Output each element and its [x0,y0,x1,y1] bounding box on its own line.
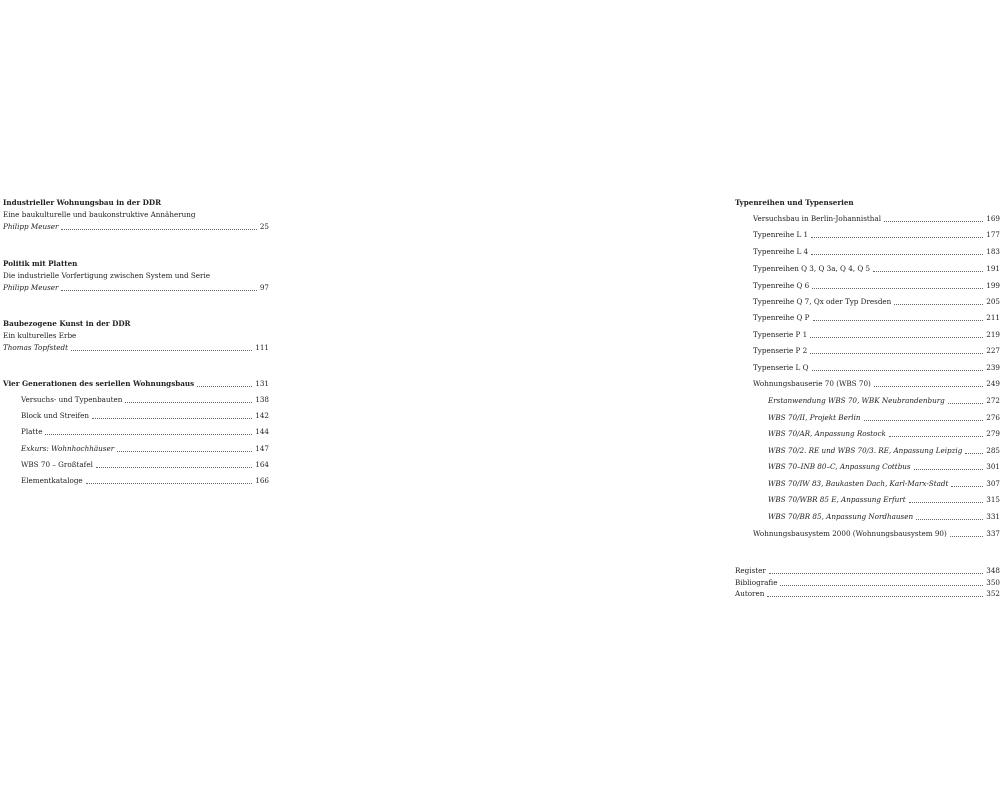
toc-entry-title: Autoren [735,589,765,598]
toc-entry-title: WBS 70/2. RE und WBS 70/3. RE, Anpassung Leipzig [768,446,963,455]
dot-leader [914,468,984,470]
toc-page-number: 164 [255,460,269,469]
toc-entry-title: Typenreihe Q P [753,313,810,322]
toc-page-number: 276 [986,413,1000,422]
toc-entry-title: Die industrielle Vorfertigung zwischen System und Serie [3,271,211,280]
toc-entry [735,587,1000,601]
dot-leader [96,466,252,468]
toc-entry [3,220,269,234]
toc-page-number: 211 [986,313,1000,322]
toc-entry-title: Typenreihe Q 6 [753,281,810,290]
toc-entry [21,425,269,439]
toc-page-number: 138 [255,395,269,404]
dot-leader [909,501,984,503]
dot-leader [780,584,983,586]
dot-leader [117,450,252,452]
dot-leader [812,369,984,371]
toc-entry [753,311,1000,325]
toc-page-number: 239 [986,363,1000,372]
dot-leader [889,435,983,437]
dot-leader [950,535,983,537]
toc-entry [735,196,1000,210]
toc-entry [768,510,1000,524]
toc-page-number: 166 [255,476,269,485]
dot-leader [811,236,983,238]
toc-entry [753,344,1000,358]
toc-page-number: 331 [986,512,1000,521]
toc-entry [768,493,1000,507]
dot-leader [894,303,983,305]
dot-leader [811,253,983,255]
toc-page-number: 191 [986,264,1000,273]
toc-entry-title: Elementkataloge [21,476,83,485]
toc-page-number: 25 [259,222,269,231]
dot-leader [965,452,983,454]
dot-leader [873,270,983,272]
toc-entry-title: Thomas Topfstedt [3,343,68,352]
toc-entry-title: Wohnungsbauserie 70 (WBS 70) [753,379,871,388]
toc-entry-title: WBS 70/II, Projekt Berlin [768,413,861,422]
dot-leader [810,336,983,338]
dot-leader [813,319,984,321]
toc-entry-title: WBS 70–INB 80–C, Anpassung Cottbus [768,462,911,471]
toc-page-number: 177 [986,230,1000,239]
toc-entry-title: Wohnungsbausystem 2000 (Wohnungsbausystem 90) [753,529,947,538]
toc-page-number: 219 [986,330,1000,339]
toc-entry [753,279,1000,293]
toc-entry [768,460,1000,474]
toc-page-number: 337 [986,529,1000,538]
toc-entry-title: Philipp Meuser [3,283,59,292]
toc-page-number: 147 [255,444,269,453]
dot-leader [951,485,983,487]
toc-entry [21,474,269,488]
toc-entry-title: Typenserie P 1 [753,330,808,339]
toc-page-number: 183 [986,247,1000,256]
toc-entry-title: Block und Streifen [21,411,90,420]
toc-page-number: 131 [255,379,269,388]
toc-entry [768,411,1000,425]
toc-entry [768,394,1000,408]
dot-leader [769,572,983,574]
toc-entry-title: Typenreihe L 1 [753,230,809,239]
toc-entry [753,228,1000,242]
dot-leader [812,287,983,289]
dot-leader [61,228,256,230]
toc-entry-title: Platte [21,427,43,436]
dot-leader [71,349,252,351]
toc-entry [753,361,1000,375]
toc-page-number: 144 [255,427,269,436]
toc-entry-title: Typenreihe L 4 [753,247,809,256]
toc-entry-title: Industrieller Wohnungsbau in der DDR [3,198,162,207]
toc-entry [753,328,1000,342]
toc-entry [21,458,269,472]
dot-leader [948,402,984,404]
toc-entry-title: WBS 70/AR, Anpassung Rostock [768,429,886,438]
toc-entry-title: Versuchsbau in Berlin-Johannisthal [753,214,881,223]
toc-page-number: 249 [986,379,1000,388]
toc-entry [753,295,1000,309]
toc-entry-title: Typenserie P 2 [753,346,808,355]
toc-entry-title: Bibliografie [735,578,778,587]
dot-leader [884,220,983,222]
dot-leader [810,352,983,354]
toc-entry [753,212,1000,226]
toc-entry-title: Vier Generationen des seriellen Wohnungsbaus [3,379,195,388]
dot-leader [197,385,252,387]
toc-page-number: 285 [986,446,1000,455]
toc-entry [21,409,269,423]
toc-page-number: 199 [986,281,1000,290]
toc-entry-title: Typenreihen und Typenserien [735,198,854,207]
toc-entry-title: Erstanwendung WBS 70, WBK Neubrandenburg [768,396,945,405]
toc-entry-title: Politik mit Platten [3,259,78,268]
toc-entry [3,341,269,355]
toc-entry [21,442,269,456]
toc-page-number: 205 [986,297,1000,306]
toc-entry-title: Typenreihe Q 7, Qx oder Typ Dresden [753,297,892,306]
toc-entry-title: Eine baukulturelle und baukonstruktive Annäherung [3,210,196,219]
toc-entry-title: Exkurs: Wohnhochhäuser [21,444,115,453]
toc-page-number: 142 [255,411,269,420]
toc-page-number: 301 [986,462,1000,471]
toc-page-number: 307 [986,479,1000,488]
toc-entry [768,477,1000,491]
toc-entry [768,444,1000,458]
toc-entry [21,393,269,407]
toc-entry-title: Typenserie L Q [753,363,809,372]
toc-page-number: 350 [986,578,1000,587]
toc-entry [753,527,1000,541]
dot-leader [767,595,983,597]
toc-entry-title: Versuchs- und Typenbauten [21,395,123,404]
toc-entry [753,245,1000,259]
toc-page-number: 315 [986,495,1000,504]
toc-entry [3,377,269,391]
dot-leader [61,289,256,291]
toc-entry-title: Typenreihen Q 3, Q 3a, Q 4, Q 5 [753,264,871,273]
toc-entry-title: Philipp Meuser [3,222,59,231]
dot-leader [874,385,983,387]
toc-entry-title: Register [735,566,766,575]
dot-leader [864,419,984,421]
toc-page-number: 272 [986,396,1000,405]
toc-entry [768,427,1000,441]
dot-leader [125,401,252,403]
toc-page-number: 169 [986,214,1000,223]
dot-leader [45,433,252,435]
dot-leader [916,518,983,520]
toc-entry-title: WBS 70 – Großtafel [21,460,93,469]
dot-leader [86,482,253,484]
toc-entry [3,281,269,295]
toc-page-number: 348 [986,566,1000,575]
toc-entry-title: WBS 70/IW 83, Baukasten Dach, Karl-Marx-Stadt [768,479,949,488]
toc-page-number: 227 [986,346,1000,355]
toc-entry-title: WBS 70/BR 85, Anpassung Nordhausen [768,512,914,521]
toc-entry [753,377,1000,391]
toc-entry-title: Ein kulturelles Erbe [3,331,77,340]
toc-entry-title: Baubezogene Kunst in der DDR [3,319,131,328]
toc-page-number: 279 [986,429,1000,438]
toc-page-number: 352 [986,589,1000,598]
toc-page-number: 97 [259,283,269,292]
toc-entry-title: WBS 70/WBR 85 E, Anpassung Erfurt [768,495,906,504]
dot-leader [92,417,252,419]
toc-page-number: 111 [255,343,269,352]
toc-entry [753,262,1000,276]
